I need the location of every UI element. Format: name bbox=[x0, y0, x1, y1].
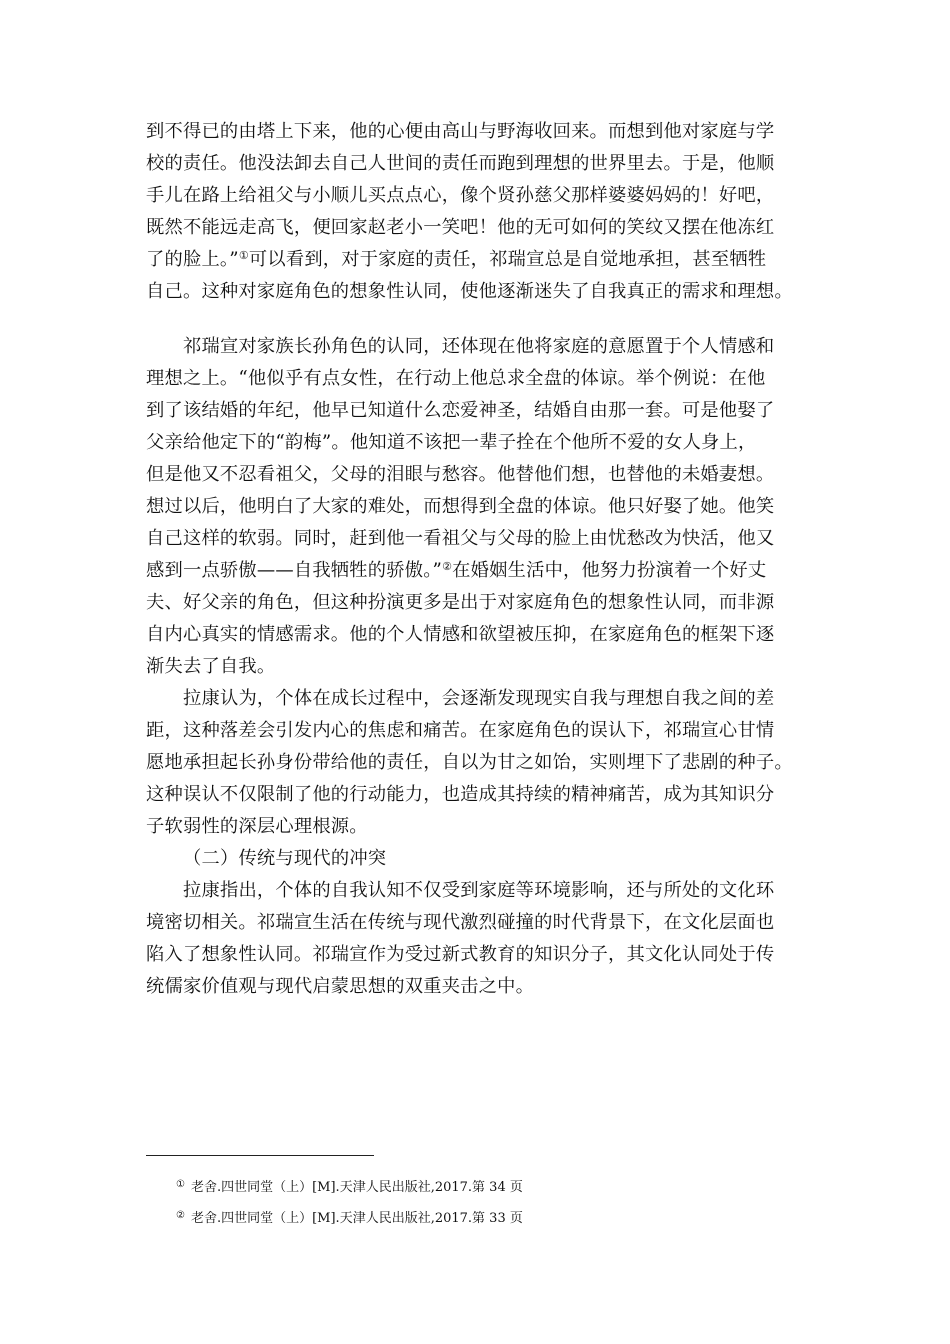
text-line: 父亲给他定下的“韵梅”。他知道不该把一辈子拴在个他所不爱的女人身上， bbox=[146, 432, 757, 453]
body-text bbox=[146, 116, 826, 1003]
footnote-divider bbox=[146, 1155, 374, 1156]
text-line: 夫、好父亲的角色，但这种扮演更多是出于对家庭角色的想象性认同，而非源 bbox=[146, 592, 775, 613]
text-segment: 在婚姻生活中，他努力扮演着一个好丈 bbox=[452, 560, 767, 581]
text-line: 境密切相关。祁瑞宣生活在传统与现代激烈碰撞的时代背景下，在文化层面也 bbox=[146, 912, 775, 933]
text-line: 校的责任。他没法卸去自己人世间的责任而跑到理想的世界里去。于是，他顺 bbox=[146, 153, 775, 174]
quote-end: 感到一点骄傲——自我牺牲的骄傲。” bbox=[146, 560, 443, 581]
text-line: 这种误认不仅限制了他的行动能力，也造成其持续的精神痛苦，成为其知识分 bbox=[146, 784, 775, 805]
footnotes bbox=[176, 1174, 816, 1236]
text-line: 陷入了想象性认同。祁瑞宣作为受过新式教育的知识分子，其文化认同处于传 bbox=[146, 944, 775, 965]
footnote-1 bbox=[176, 1174, 816, 1196]
text-line bbox=[146, 555, 826, 587]
footnote-mark: ② bbox=[176, 1210, 185, 1221]
text-line: 渐失去了自我。 bbox=[146, 656, 276, 677]
text-line: 到了该结婚的年纪，他早已知道什么恋爱神圣，结婚自由那一套。可是他娶了 bbox=[146, 400, 775, 421]
text-line: 到不得已的由塔上下来，他的心便由高山与野海收回来。而想到他对家庭与学 bbox=[146, 121, 775, 142]
text-line: 子软弱性的深层心理根源。 bbox=[146, 816, 368, 837]
footnote-2 bbox=[176, 1205, 816, 1227]
text-line: 手儿在路上给祖父与小顺儿买点点心，像个贤孙慈父那样婆婆妈妈的！好吧， bbox=[146, 185, 775, 206]
text-line: 愿地承担起长孙身份带给他的责任，自以为甘之如饴，实则埋下了悲剧的种子。 bbox=[146, 752, 793, 773]
paragraph-gap bbox=[146, 308, 826, 331]
footnote-text: 老舍.四世同堂（上）[M].天津人民出版社,2017.第 34 页 bbox=[190, 1180, 523, 1195]
text-line: 自己这样的软弱。同时，赶到他一看祖父与父母的脸上由忧愁改为快活，他又 bbox=[146, 528, 775, 549]
footnote-mark: ① bbox=[176, 1179, 185, 1190]
text-line bbox=[146, 244, 826, 276]
text-line: 理想之上。“他似乎有点女性，在行动上他总求全盘的体谅。举个例说：在他 bbox=[146, 368, 766, 389]
text-line: 想过以后，他明白了大家的难处，而想得到全盘的体谅。他只好娶了她。他笑 bbox=[146, 496, 775, 517]
text-line: 既然不能远走高飞，便回家赵老小一笑吧！他的无可如何的笑纹又摆在他冻红 bbox=[146, 217, 775, 238]
footnote-text: 老舍.四世同堂（上）[M].天津人民出版社,2017.第 33 页 bbox=[190, 1211, 523, 1226]
text-segment: 可以看到，对于家庭的责任，祁瑞宣总是自觉地承担，甚至牺牲 bbox=[248, 249, 767, 270]
text-line: 距，这种落差会引发内心的焦虑和痛苦。在家庭角色的误认下，祁瑞宣心甘情 bbox=[146, 720, 775, 741]
text-line: 自内心真实的情感需求。他的个人情感和欲望被压抑，在家庭角色的框架下逐 bbox=[146, 624, 775, 645]
text-line: 自己。这种对家庭角色的想象性认同，使他逐渐迷失了自我真正的需求和理想。 bbox=[146, 281, 793, 302]
footnote-ref-1[interactable]: ① bbox=[238, 249, 249, 262]
text-line: 拉康认为，个体在成长过程中，会逐渐发现现实自我与理想自我之间的差 bbox=[183, 688, 775, 709]
section-subheading: （二）传统与现代的冲突 bbox=[183, 848, 387, 869]
quote-end: 了的脸上。” bbox=[146, 249, 239, 270]
text-line: 统儒家价值观与现代启蒙思想的双重夹击之中。 bbox=[146, 976, 535, 997]
footnote-ref-2[interactable]: ② bbox=[442, 560, 453, 573]
text-line: 祁瑞宣对家族长孙角色的认同，还体现在他将家庭的意愿置于个人情感和 bbox=[183, 336, 775, 357]
text-line: 拉康指出，个体的自我认知不仅受到家庭等环境影响，还与所处的文化环 bbox=[183, 880, 775, 901]
text-line: 但是他又不忍看祖父，父母的泪眼与愁容。他替他们想，也替他的未婚妻想。 bbox=[146, 464, 775, 485]
